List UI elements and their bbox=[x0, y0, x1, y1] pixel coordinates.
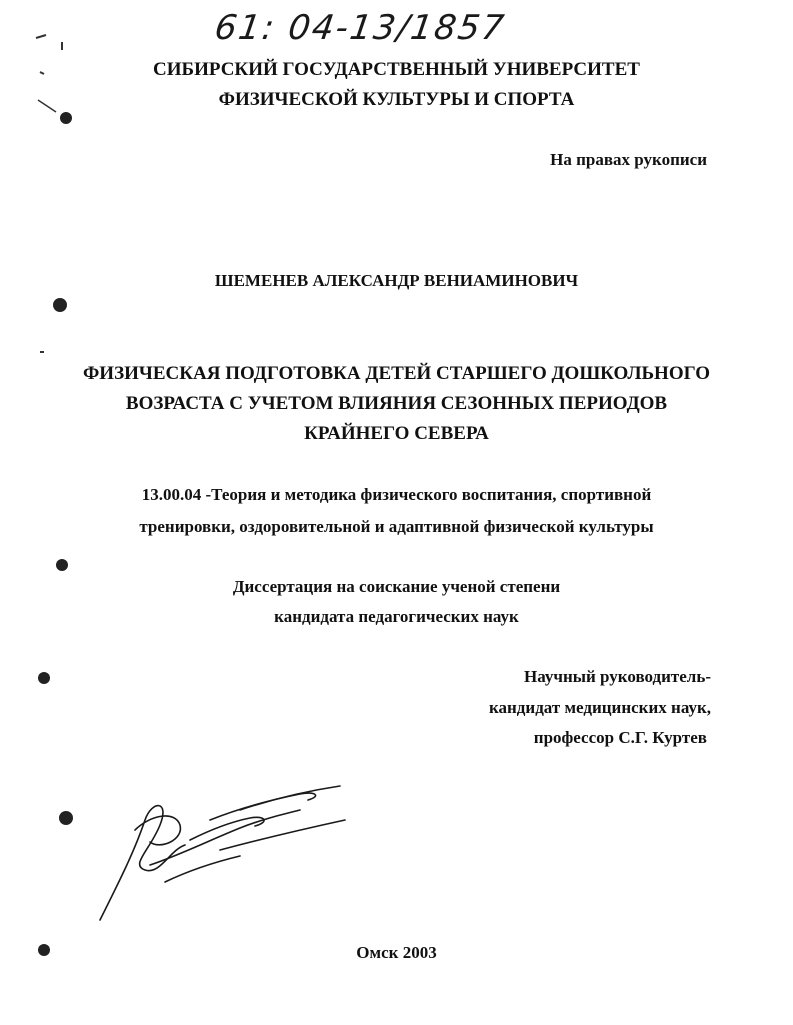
specialty-line-2: тренировки, оздоровительной и адаптивной физической культуры bbox=[139, 517, 654, 536]
title-line-3: КРАЙНЕГО СЕВЕРА bbox=[304, 423, 489, 444]
title-line-1: ФИЗИЧЕСКАЯ ПОДГОТОВКА ДЕТЕЙ СТАРШЕГО ДОШКОЛЬНОГО bbox=[82, 363, 710, 384]
archive-code: 61: 04-13/1857 bbox=[212, 8, 509, 48]
place-year: Омск 2003 bbox=[356, 943, 437, 962]
institution-line-1: СИБИРСКИЙ ГОСУДАРСТВЕННЫЙ УНИВЕРСИТЕТ bbox=[153, 59, 640, 80]
degree-line-1: Диссертация на соискание ученой степени bbox=[232, 577, 561, 596]
signature bbox=[90, 770, 360, 930]
manuscript-note: На правах рукописи bbox=[550, 150, 707, 169]
supervisor-line-1: Научный руководитель- bbox=[524, 667, 711, 686]
supervisor-line-3: профессор С.Г. Куртев bbox=[533, 728, 707, 747]
institution-line-2: ФИЗИЧЕСКОЙ КУЛЬТУРЫ И СПОРТА bbox=[218, 89, 575, 110]
title-line-2: ВОЗРАСТА С УЧЕТОМ ВЛИЯНИЯ СЕЗОННЫХ ПЕРИОДОВ bbox=[125, 393, 668, 414]
specialty-line-1: 13.00.04 -Теория и методика физического воспитания, спортивной bbox=[141, 485, 652, 504]
author-name: ШЕМЕНЕВ АЛЕКСАНДР ВЕНИАМИНОВИЧ bbox=[214, 271, 579, 290]
degree-line-2: кандидата педагогических наук bbox=[274, 607, 519, 626]
supervisor-line-2: кандидат медицинских наук, bbox=[488, 698, 711, 717]
